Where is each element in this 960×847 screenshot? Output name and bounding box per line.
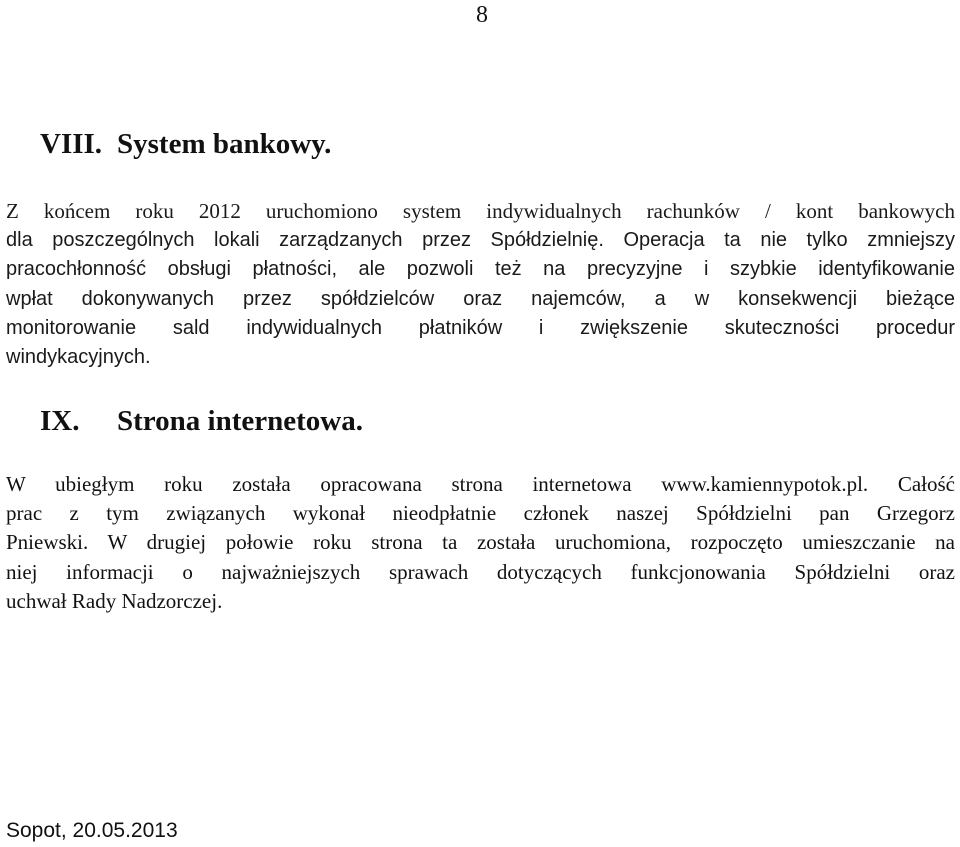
place-and-date: Sopot, 20.05.2013 <box>6 819 178 842</box>
section-title: Strona internetowa. <box>117 405 363 437</box>
paragraph-line: W ubiegłym roku została opracowana strona internetowa www.kamiennypotok.pl. Całość <box>6 472 955 496</box>
paragraph-line: pracochłonność obsługi płatności, ale pozwoli też na precyzyjne i szybkie identyfikowanie <box>6 258 955 281</box>
section-title: System bankowy. <box>117 128 332 160</box>
section-number: VIII. <box>40 128 103 160</box>
paragraph-line: niej informacji o najważniejszych sprawach dotyczących funkcjonowania Spółdzielni oraz <box>6 559 955 584</box>
paragraph-line: prac z tym związanych wykonał nieodpłatnie członek naszej Spółdzielni pan Grzegorz <box>6 501 955 526</box>
paragraph-line: monitorowanie sald indywidualnych płatników i zwiększenie skuteczności procedur <box>6 316 955 339</box>
section-heading-strona-internetowa <box>40 404 363 438</box>
section-heading-system-bankowy <box>40 127 331 161</box>
page-number: 8 <box>476 2 488 28</box>
paragraph-line: Pniewski. W drugiej połowie roku strona ta została uruchomiona, rozpoczęto umieszczanie na <box>6 530 955 555</box>
section-body-strona-internetowa <box>6 470 955 616</box>
section-body-system-bankowy <box>6 197 955 372</box>
paragraph-line: uchwał Rady Nadzorczej. <box>6 588 223 613</box>
section-number: IX. <box>40 405 80 437</box>
paragraph-line: Z końcem roku 2012 uruchomiono system indywidualnych rachunków / kont bankowych <box>6 199 955 223</box>
paragraph-line: windykacyjnych. <box>6 346 151 369</box>
paragraph-line: dla poszczególnych lokali zarządzanych przez Spółdzielnię. Operacja ta nie tylko zmniejszy <box>6 229 955 252</box>
paragraph-line: wpłat dokonywanych przez spółdzielców oraz najemców, a w konsekwencji bieżące <box>6 287 955 310</box>
